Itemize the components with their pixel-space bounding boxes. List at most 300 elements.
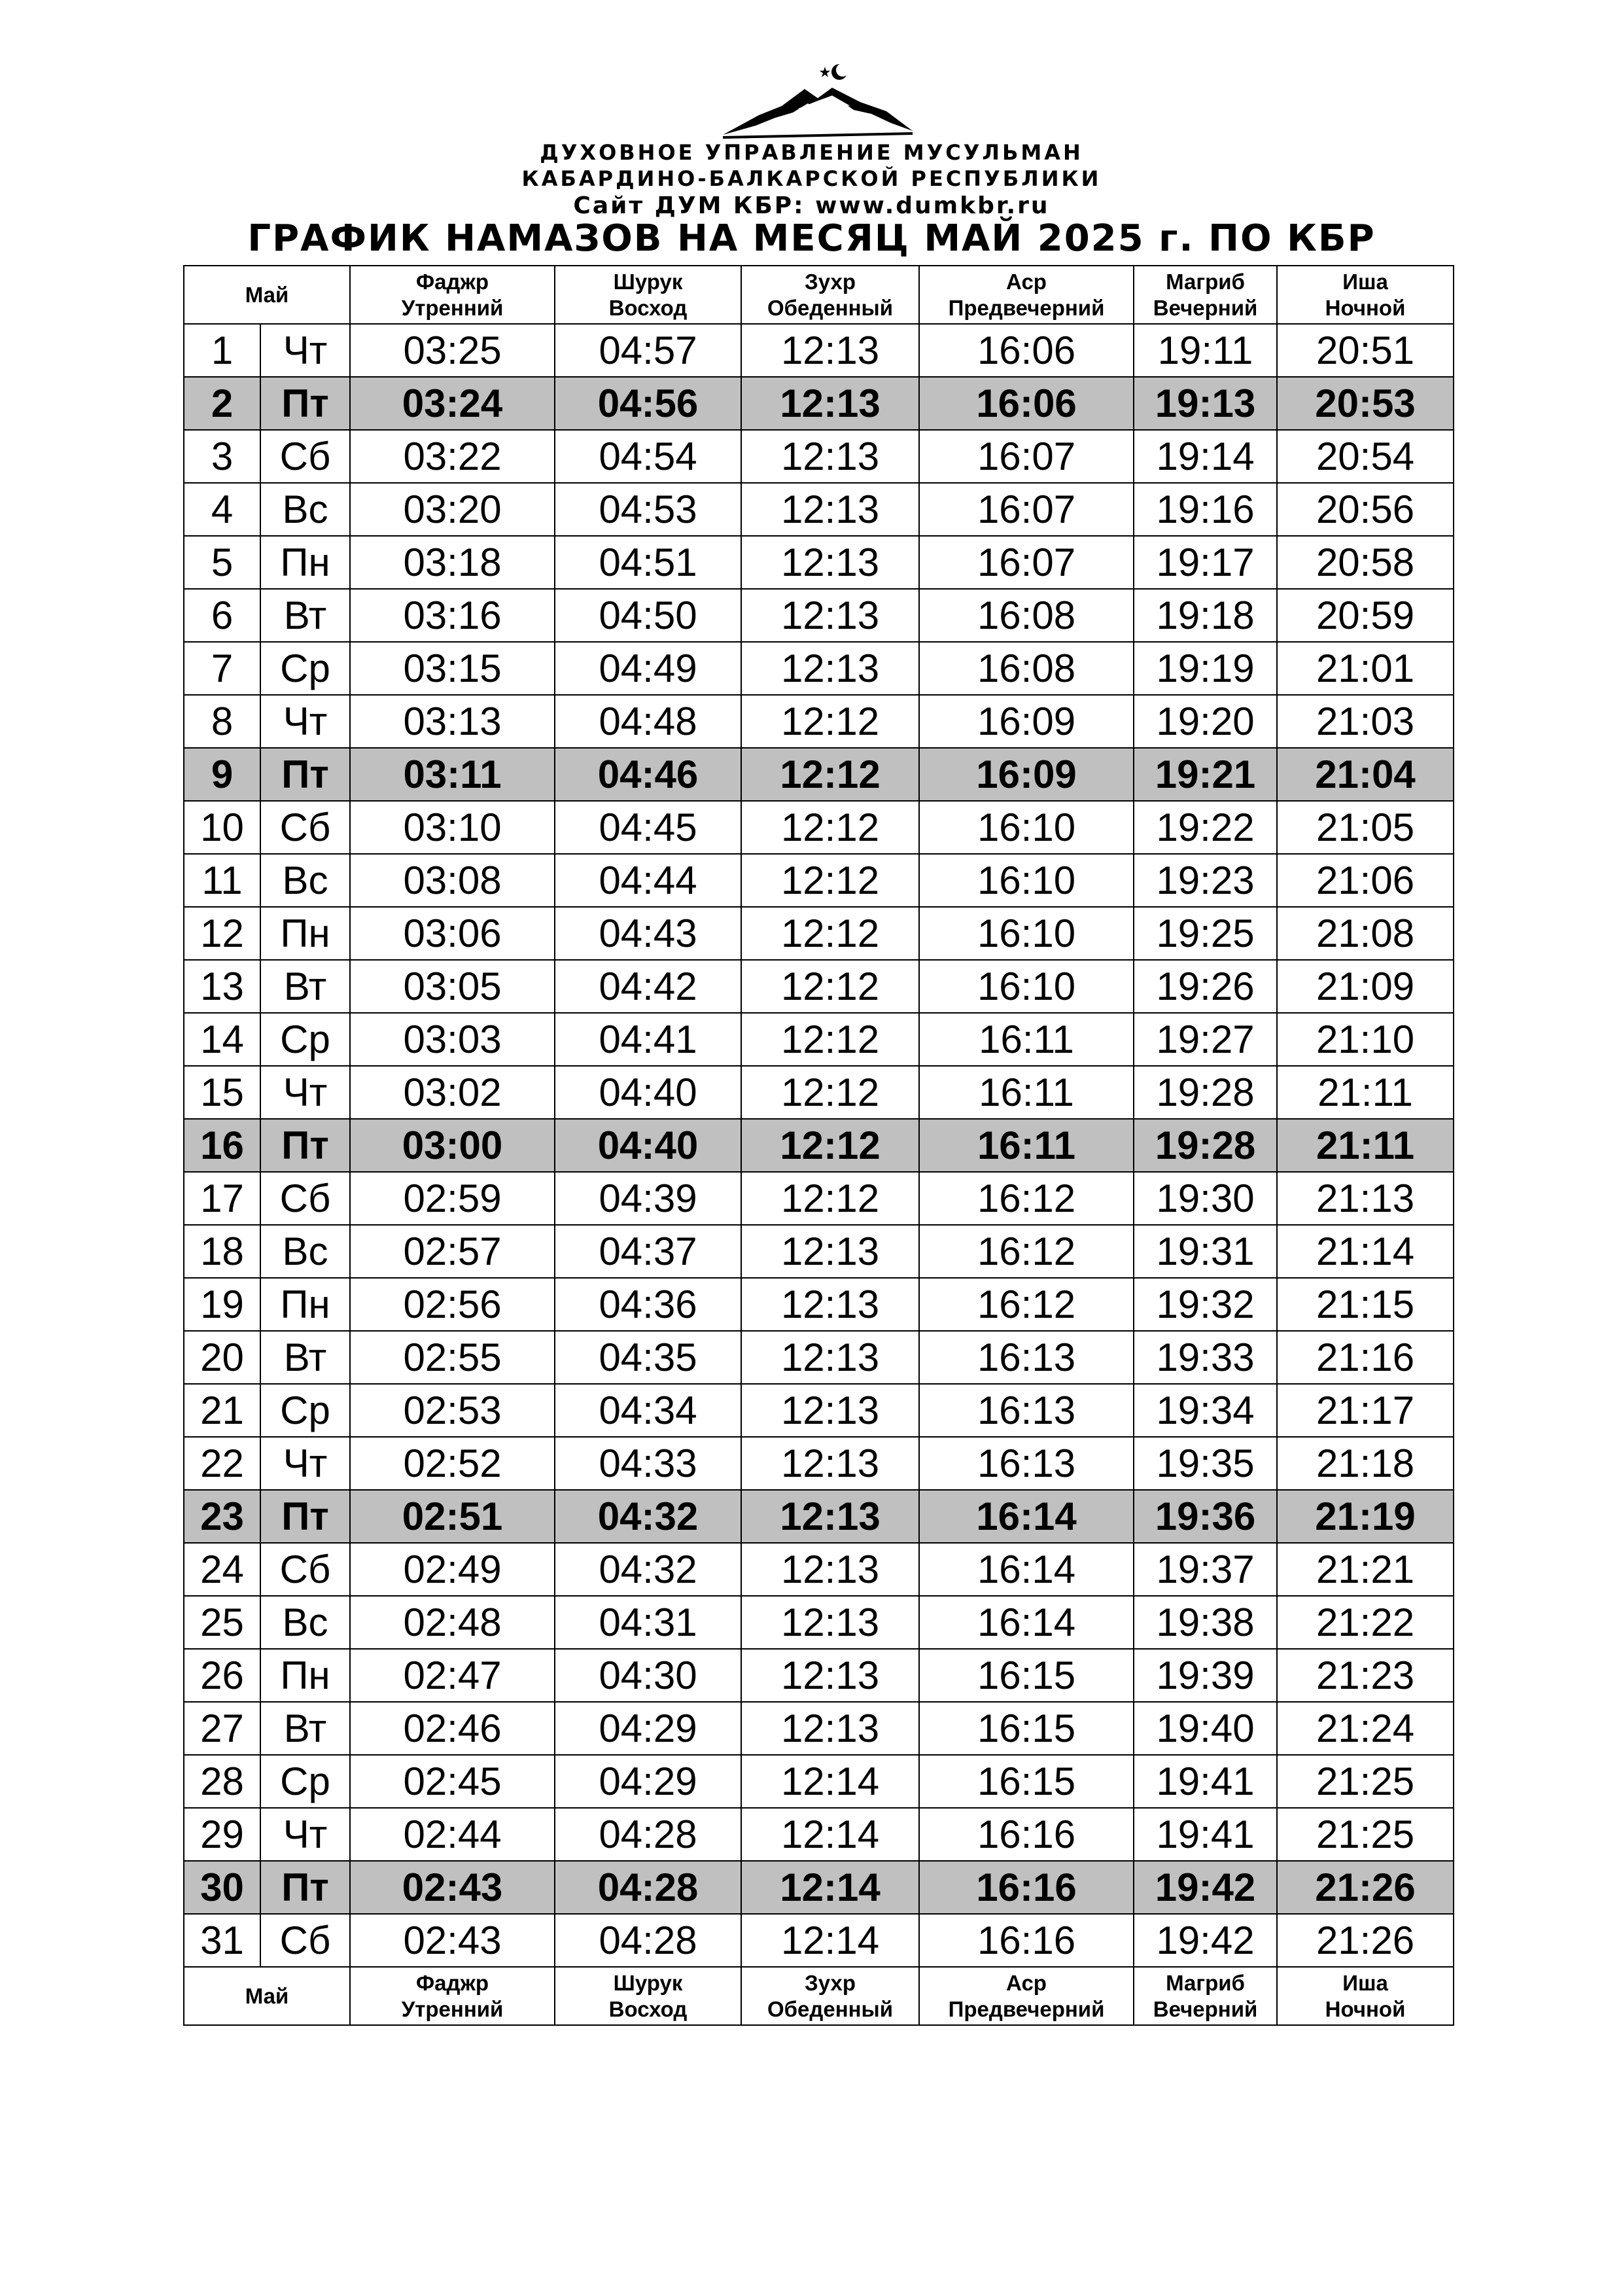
asr-time: 16:15 bbox=[919, 1702, 1134, 1755]
column-subtitle: Ночной bbox=[1325, 295, 1406, 320]
asr-footer bbox=[919, 1967, 1134, 2025]
fajr-time: 03:08 bbox=[350, 854, 555, 907]
asr-time: 16:10 bbox=[919, 801, 1134, 854]
table-row bbox=[184, 1172, 1454, 1225]
table-row bbox=[184, 854, 1454, 907]
asr-time: 16:10 bbox=[919, 907, 1134, 960]
table-footer-row bbox=[184, 1967, 1454, 2025]
shuruk-time: 04:51 bbox=[555, 536, 741, 589]
weekday: Чт bbox=[260, 1808, 350, 1861]
zuhr-time: 12:14 bbox=[741, 1914, 919, 1967]
column-name: Магриб bbox=[1166, 269, 1245, 294]
shuruk-time: 04:32 bbox=[555, 1543, 741, 1596]
weekday: Вт bbox=[260, 960, 350, 1013]
maghrib-time: 19:28 bbox=[1134, 1119, 1277, 1172]
asr-time: 16:11 bbox=[919, 1066, 1134, 1119]
zuhr-header bbox=[741, 266, 919, 324]
isha-time: 21:14 bbox=[1277, 1225, 1454, 1278]
weekday: Вс bbox=[260, 1596, 350, 1649]
fajr-time: 02:43 bbox=[350, 1914, 555, 1967]
table-row bbox=[184, 536, 1454, 589]
isha-time: 21:22 bbox=[1277, 1596, 1454, 1649]
weekday: Сб bbox=[260, 801, 350, 854]
maghrib-time: 19:27 bbox=[1134, 1013, 1277, 1066]
fajr-time: 03:00 bbox=[350, 1119, 555, 1172]
column-name: Аср bbox=[1006, 269, 1047, 294]
zuhr-time: 12:14 bbox=[741, 1755, 919, 1808]
day-number: 12 bbox=[184, 907, 260, 960]
isha-time: 21:11 bbox=[1277, 1066, 1454, 1119]
maghrib-time: 19:38 bbox=[1134, 1596, 1277, 1649]
zuhr-footer bbox=[741, 1967, 919, 2025]
maghrib-time: 19:20 bbox=[1134, 695, 1277, 748]
day-number: 27 bbox=[184, 1702, 260, 1755]
weekday: Чт bbox=[260, 1437, 350, 1490]
zuhr-time: 12:12 bbox=[741, 907, 919, 960]
table-row bbox=[184, 1119, 1454, 1172]
zuhr-time: 12:12 bbox=[741, 1172, 919, 1225]
shuruk-time: 04:33 bbox=[555, 1437, 741, 1490]
isha-time: 21:05 bbox=[1277, 801, 1454, 854]
maghrib-time: 19:42 bbox=[1134, 1914, 1277, 1967]
table-row bbox=[184, 1278, 1454, 1331]
fajr-time: 02:59 bbox=[350, 1172, 555, 1225]
table-row bbox=[184, 748, 1454, 801]
table-row bbox=[184, 801, 1454, 854]
fajr-time: 03:20 bbox=[350, 483, 555, 536]
day-number: 1 bbox=[184, 324, 260, 377]
table-row bbox=[184, 1861, 1454, 1914]
zuhr-time: 12:14 bbox=[741, 1861, 919, 1914]
weekday: Вс bbox=[260, 854, 350, 907]
shuruk-time: 04:30 bbox=[555, 1649, 741, 1702]
maghrib-time: 19:32 bbox=[1134, 1278, 1277, 1331]
zuhr-time: 12:13 bbox=[741, 589, 919, 642]
fajr-time: 02:53 bbox=[350, 1384, 555, 1437]
zuhr-time: 12:12 bbox=[741, 1066, 919, 1119]
asr-time: 16:06 bbox=[919, 324, 1134, 377]
asr-header bbox=[919, 266, 1134, 324]
weekday: Пт bbox=[260, 748, 350, 801]
zuhr-time: 12:12 bbox=[741, 854, 919, 907]
table-row bbox=[184, 1066, 1454, 1119]
isha-time: 20:58 bbox=[1277, 536, 1454, 589]
shuruk-time: 04:53 bbox=[555, 483, 741, 536]
table-row bbox=[184, 1013, 1454, 1066]
fajr-time: 03:03 bbox=[350, 1013, 555, 1066]
fajr-time: 02:46 bbox=[350, 1702, 555, 1755]
fajr-time: 02:43 bbox=[350, 1861, 555, 1914]
day-number: 21 bbox=[184, 1384, 260, 1437]
asr-time: 16:16 bbox=[919, 1914, 1134, 1967]
column-subtitle: Предвечерний bbox=[948, 295, 1105, 320]
shuruk-time: 04:40 bbox=[555, 1066, 741, 1119]
asr-time: 16:14 bbox=[919, 1490, 1134, 1543]
day-number: 16 bbox=[184, 1119, 260, 1172]
shuruk-time: 04:43 bbox=[555, 907, 741, 960]
day-number: 14 bbox=[184, 1013, 260, 1066]
column-subtitle: Обеденный bbox=[767, 295, 894, 320]
shuruk-time: 04:28 bbox=[555, 1861, 741, 1914]
day-number: 31 bbox=[184, 1914, 260, 1967]
maghrib-time: 19:28 bbox=[1134, 1066, 1277, 1119]
asr-time: 16:13 bbox=[919, 1384, 1134, 1437]
isha-time: 21:16 bbox=[1277, 1331, 1454, 1384]
asr-time: 16:07 bbox=[919, 430, 1134, 483]
shuruk-time: 04:42 bbox=[555, 960, 741, 1013]
fajr-time: 03:25 bbox=[350, 324, 555, 377]
weekday: Чт bbox=[260, 1066, 350, 1119]
table-row bbox=[184, 1649, 1454, 1702]
zuhr-time: 12:14 bbox=[741, 1808, 919, 1861]
table-row bbox=[184, 1596, 1454, 1649]
maghrib-time: 19:42 bbox=[1134, 1861, 1277, 1914]
shuruk-time: 04:50 bbox=[555, 589, 741, 642]
isha-time: 21:17 bbox=[1277, 1384, 1454, 1437]
weekday: Пн bbox=[260, 1278, 350, 1331]
zuhr-time: 12:12 bbox=[741, 960, 919, 1013]
day-number: 22 bbox=[184, 1437, 260, 1490]
org-name-line2: КАБАРДИНО-БАЛКАРСКОЙ РЕСПУБЛИКИ bbox=[521, 166, 1102, 191]
table-row bbox=[184, 1490, 1454, 1543]
isha-time: 20:53 bbox=[1277, 377, 1454, 430]
asr-time: 16:10 bbox=[919, 960, 1134, 1013]
fajr-time: 03:05 bbox=[350, 960, 555, 1013]
fajr-footer bbox=[350, 1967, 555, 2025]
zuhr-time: 12:13 bbox=[741, 1437, 919, 1490]
month-footer: Май bbox=[184, 1967, 350, 2025]
maghrib-time: 19:13 bbox=[1134, 377, 1277, 430]
column-name: Шурук bbox=[613, 1970, 683, 1995]
zuhr-time: 12:13 bbox=[741, 1225, 919, 1278]
day-number: 10 bbox=[184, 801, 260, 854]
table-row bbox=[184, 1755, 1454, 1808]
day-number: 5 bbox=[184, 536, 260, 589]
weekday: Сб bbox=[260, 1543, 350, 1596]
fajr-time: 03:13 bbox=[350, 695, 555, 748]
fajr-time: 03:15 bbox=[350, 642, 555, 695]
table-row bbox=[184, 1331, 1454, 1384]
site-line: Сайт ДУМ КБР: www.dumkbr.ru bbox=[573, 192, 1050, 219]
asr-time: 16:08 bbox=[919, 589, 1134, 642]
maghrib-time: 19:34 bbox=[1134, 1384, 1277, 1437]
zuhr-time: 12:13 bbox=[741, 1543, 919, 1596]
weekday: Чт bbox=[260, 695, 350, 748]
day-number: 15 bbox=[184, 1066, 260, 1119]
maghrib-time: 19:31 bbox=[1134, 1225, 1277, 1278]
day-number: 6 bbox=[184, 589, 260, 642]
isha-time: 20:59 bbox=[1277, 589, 1454, 642]
maghrib-time: 19:35 bbox=[1134, 1437, 1277, 1490]
column-subtitle: Утренний bbox=[401, 295, 504, 320]
table-row bbox=[184, 589, 1454, 642]
table-row bbox=[184, 1437, 1454, 1490]
maghrib-time: 19:25 bbox=[1134, 907, 1277, 960]
isha-header bbox=[1277, 266, 1454, 324]
asr-time: 16:11 bbox=[919, 1013, 1134, 1066]
table-row bbox=[184, 377, 1454, 430]
isha-time: 21:04 bbox=[1277, 748, 1454, 801]
zuhr-time: 12:13 bbox=[741, 1490, 919, 1543]
day-number: 17 bbox=[184, 1172, 260, 1225]
isha-time: 21:24 bbox=[1277, 1702, 1454, 1755]
shuruk-time: 04:44 bbox=[555, 854, 741, 907]
maghrib-time: 19:41 bbox=[1134, 1755, 1277, 1808]
day-number: 24 bbox=[184, 1543, 260, 1596]
isha-time: 21:23 bbox=[1277, 1649, 1454, 1702]
maghrib-header bbox=[1134, 266, 1277, 324]
asr-time: 16:10 bbox=[919, 854, 1134, 907]
asr-time: 16:16 bbox=[919, 1808, 1134, 1861]
isha-time: 21:13 bbox=[1277, 1172, 1454, 1225]
column-name: Зухр bbox=[805, 1970, 856, 1995]
shuruk-time: 04:39 bbox=[555, 1172, 741, 1225]
zuhr-time: 12:13 bbox=[741, 1384, 919, 1437]
table-row bbox=[184, 695, 1454, 748]
column-name: Зухр bbox=[805, 269, 856, 294]
table-row bbox=[184, 1384, 1454, 1437]
asr-time: 16:12 bbox=[919, 1172, 1134, 1225]
maghrib-time: 19:18 bbox=[1134, 589, 1277, 642]
shuruk-time: 04:54 bbox=[555, 430, 741, 483]
fajr-time: 02:57 bbox=[350, 1225, 555, 1278]
shuruk-header bbox=[555, 266, 741, 324]
maghrib-time: 19:36 bbox=[1134, 1490, 1277, 1543]
maghrib-time: 19:40 bbox=[1134, 1702, 1277, 1755]
day-number: 26 bbox=[184, 1649, 260, 1702]
mountain-crescent-star-icon bbox=[720, 58, 916, 139]
zuhr-time: 12:13 bbox=[741, 642, 919, 695]
asr-time: 16:07 bbox=[919, 483, 1134, 536]
column-name: Иша bbox=[1342, 1970, 1388, 1995]
shuruk-time: 04:57 bbox=[555, 324, 741, 377]
column-subtitle: Вечерний bbox=[1153, 295, 1258, 320]
day-number: 28 bbox=[184, 1755, 260, 1808]
maghrib-time: 19:33 bbox=[1134, 1331, 1277, 1384]
day-number: 23 bbox=[184, 1490, 260, 1543]
fajr-time: 03:16 bbox=[350, 589, 555, 642]
isha-time: 21:03 bbox=[1277, 695, 1454, 748]
fajr-time: 03:22 bbox=[350, 430, 555, 483]
table-row bbox=[184, 642, 1454, 695]
column-subtitle: Предвечерний bbox=[948, 1996, 1105, 2021]
day-number: 11 bbox=[184, 854, 260, 907]
weekday: Ср bbox=[260, 642, 350, 695]
isha-time: 21:26 bbox=[1277, 1861, 1454, 1914]
asr-time: 16:14 bbox=[919, 1543, 1134, 1596]
shuruk-time: 04:35 bbox=[555, 1331, 741, 1384]
asr-time: 16:13 bbox=[919, 1437, 1134, 1490]
weekday: Вт bbox=[260, 1702, 350, 1755]
zuhr-time: 12:12 bbox=[741, 748, 919, 801]
table-row bbox=[184, 960, 1454, 1013]
weekday: Пт bbox=[260, 377, 350, 430]
zuhr-time: 12:13 bbox=[741, 1278, 919, 1331]
column-name: Аср bbox=[1006, 1970, 1047, 1995]
isha-time: 21:11 bbox=[1277, 1119, 1454, 1172]
table-row bbox=[184, 483, 1454, 536]
fajr-time: 03:02 bbox=[350, 1066, 555, 1119]
shuruk-time: 04:37 bbox=[555, 1225, 741, 1278]
weekday: Сб bbox=[260, 1914, 350, 1967]
isha-time: 20:56 bbox=[1277, 483, 1454, 536]
shuruk-time: 04:40 bbox=[555, 1119, 741, 1172]
maghrib-footer bbox=[1134, 1967, 1277, 2025]
isha-time: 21:01 bbox=[1277, 642, 1454, 695]
isha-time: 20:51 bbox=[1277, 324, 1454, 377]
maghrib-time: 19:21 bbox=[1134, 748, 1277, 801]
maghrib-time: 19:39 bbox=[1134, 1649, 1277, 1702]
zuhr-time: 12:13 bbox=[741, 377, 919, 430]
isha-time: 21:08 bbox=[1277, 907, 1454, 960]
fajr-time: 03:11 bbox=[350, 748, 555, 801]
weekday: Пт bbox=[260, 1490, 350, 1543]
column-subtitle: Обеденный bbox=[767, 1996, 894, 2021]
asr-time: 16:09 bbox=[919, 695, 1134, 748]
fajr-time: 03:10 bbox=[350, 801, 555, 854]
column-name: Магриб bbox=[1166, 1970, 1245, 1995]
column-name: Фаджр bbox=[416, 269, 489, 294]
weekday: Сб bbox=[260, 1172, 350, 1225]
prayer-schedule-table bbox=[183, 265, 1454, 2026]
zuhr-time: 12:13 bbox=[741, 430, 919, 483]
day-number: 18 bbox=[184, 1225, 260, 1278]
isha-time: 21:25 bbox=[1277, 1755, 1454, 1808]
day-number: 7 bbox=[184, 642, 260, 695]
table-row bbox=[184, 1914, 1454, 1967]
day-number: 29 bbox=[184, 1808, 260, 1861]
fajr-time: 02:56 bbox=[350, 1278, 555, 1331]
asr-time: 16:12 bbox=[919, 1225, 1134, 1278]
isha-time: 21:21 bbox=[1277, 1543, 1454, 1596]
maghrib-time: 19:11 bbox=[1134, 324, 1277, 377]
fajr-time: 03:18 bbox=[350, 536, 555, 589]
table-row bbox=[184, 430, 1454, 483]
maghrib-time: 19:16 bbox=[1134, 483, 1277, 536]
shuruk-time: 04:46 bbox=[555, 748, 741, 801]
org-name-line1: ДУХОВНОЕ УПРАВЛЕНИЕ МУСУЛЬМАН bbox=[540, 140, 1083, 165]
shuruk-time: 04:32 bbox=[555, 1490, 741, 1543]
fajr-time: 03:24 bbox=[350, 377, 555, 430]
weekday: Пт bbox=[260, 1119, 350, 1172]
weekday: Чт bbox=[260, 324, 350, 377]
maghrib-time: 19:30 bbox=[1134, 1172, 1277, 1225]
maghrib-time: 19:14 bbox=[1134, 430, 1277, 483]
day-number: 30 bbox=[184, 1861, 260, 1914]
maghrib-time: 19:17 bbox=[1134, 536, 1277, 589]
shuruk-time: 04:56 bbox=[555, 377, 741, 430]
weekday: Ср bbox=[260, 1013, 350, 1066]
column-subtitle: Вечерний bbox=[1153, 1996, 1258, 2021]
isha-time: 21:10 bbox=[1277, 1013, 1454, 1066]
asr-time: 16:16 bbox=[919, 1861, 1134, 1914]
asr-time: 16:13 bbox=[919, 1331, 1134, 1384]
table-row bbox=[184, 907, 1454, 960]
weekday: Вт bbox=[260, 589, 350, 642]
isha-time: 21:09 bbox=[1277, 960, 1454, 1013]
isha-time: 21:19 bbox=[1277, 1490, 1454, 1543]
weekday: Сб bbox=[260, 430, 350, 483]
column-subtitle: Утренний bbox=[401, 1996, 504, 2021]
weekday: Ср bbox=[260, 1384, 350, 1437]
zuhr-time: 12:13 bbox=[741, 1649, 919, 1702]
table-row bbox=[184, 324, 1454, 377]
fajr-time: 02:45 bbox=[350, 1755, 555, 1808]
zuhr-time: 12:12 bbox=[741, 695, 919, 748]
asr-time: 16:12 bbox=[919, 1278, 1134, 1331]
isha-time: 21:15 bbox=[1277, 1278, 1454, 1331]
zuhr-time: 12:13 bbox=[741, 1702, 919, 1755]
asr-time: 16:06 bbox=[919, 377, 1134, 430]
maghrib-time: 19:19 bbox=[1134, 642, 1277, 695]
weekday: Пн bbox=[260, 536, 350, 589]
shuruk-time: 04:28 bbox=[555, 1914, 741, 1967]
shuruk-time: 04:28 bbox=[555, 1808, 741, 1861]
weekday: Вс bbox=[260, 483, 350, 536]
table-row bbox=[184, 1702, 1454, 1755]
zuhr-time: 12:12 bbox=[741, 1119, 919, 1172]
shuruk-time: 04:36 bbox=[555, 1278, 741, 1331]
maghrib-time: 19:37 bbox=[1134, 1543, 1277, 1596]
asr-time: 16:08 bbox=[919, 642, 1134, 695]
fajr-header bbox=[350, 266, 555, 324]
zuhr-time: 12:13 bbox=[741, 1596, 919, 1649]
table-header-row bbox=[184, 266, 1454, 324]
column-name: Иша bbox=[1342, 269, 1388, 294]
maghrib-time: 19:26 bbox=[1134, 960, 1277, 1013]
zuhr-time: 12:13 bbox=[741, 1331, 919, 1384]
fajr-time: 02:44 bbox=[350, 1808, 555, 1861]
month-header: Май bbox=[184, 266, 350, 324]
weekday: Пн bbox=[260, 1649, 350, 1702]
shuruk-time: 04:49 bbox=[555, 642, 741, 695]
isha-time: 21:26 bbox=[1277, 1914, 1454, 1967]
day-number: 20 bbox=[184, 1331, 260, 1384]
fajr-time: 02:49 bbox=[350, 1543, 555, 1596]
zuhr-time: 12:12 bbox=[741, 801, 919, 854]
isha-footer bbox=[1277, 1967, 1454, 2025]
fajr-time: 02:47 bbox=[350, 1649, 555, 1702]
zuhr-time: 12:13 bbox=[741, 324, 919, 377]
column-subtitle: Ночной bbox=[1325, 1996, 1406, 2021]
column-subtitle: Восход bbox=[608, 295, 688, 320]
weekday: Пт bbox=[260, 1861, 350, 1914]
shuruk-time: 04:29 bbox=[555, 1702, 741, 1755]
fajr-time: 02:48 bbox=[350, 1596, 555, 1649]
fajr-time: 03:06 bbox=[350, 907, 555, 960]
shuruk-time: 04:45 bbox=[555, 801, 741, 854]
shuruk-time: 04:48 bbox=[555, 695, 741, 748]
column-name: Шурук bbox=[613, 269, 683, 294]
fajr-time: 02:51 bbox=[350, 1490, 555, 1543]
asr-time: 16:07 bbox=[919, 536, 1134, 589]
day-number: 4 bbox=[184, 483, 260, 536]
maghrib-time: 19:23 bbox=[1134, 854, 1277, 907]
column-name: Фаджр bbox=[416, 1970, 489, 1995]
table-row bbox=[184, 1543, 1454, 1596]
day-number: 3 bbox=[184, 430, 260, 483]
asr-time: 16:11 bbox=[919, 1119, 1134, 1172]
zuhr-time: 12:13 bbox=[741, 536, 919, 589]
fajr-time: 02:52 bbox=[350, 1437, 555, 1490]
weekday: Вт bbox=[260, 1331, 350, 1384]
day-number: 19 bbox=[184, 1278, 260, 1331]
day-number: 25 bbox=[184, 1596, 260, 1649]
day-number: 8 bbox=[184, 695, 260, 748]
column-subtitle: Восход bbox=[608, 1996, 688, 2021]
weekday: Ср bbox=[260, 1755, 350, 1808]
day-number: 13 bbox=[184, 960, 260, 1013]
